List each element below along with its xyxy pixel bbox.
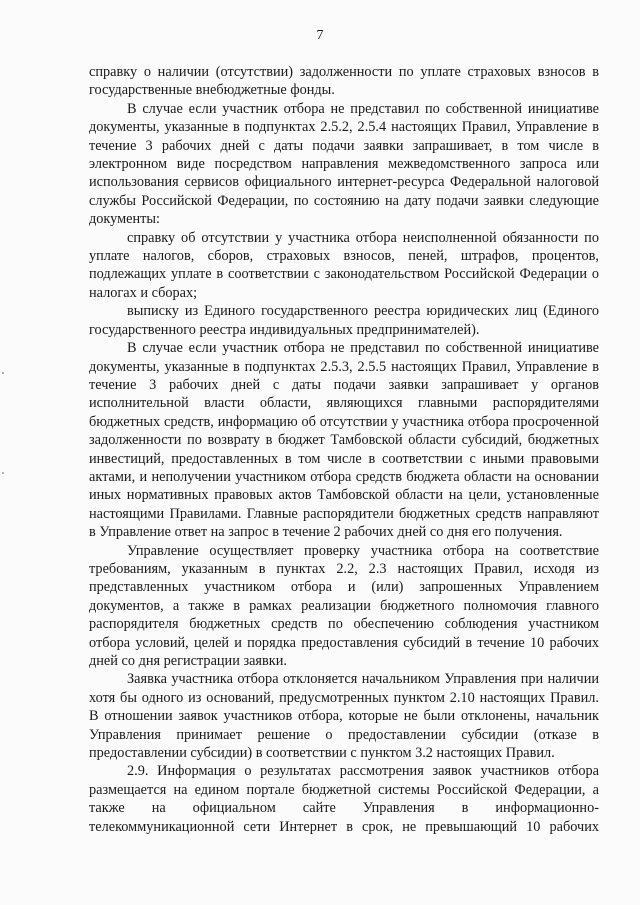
paragraph-registry-extract: выписку из Единого государственного реестра юридических лиц (Единого государственного реестра индивидуальных предпринимателей). [89, 303, 599, 338]
scan-speck [2, 372, 4, 374]
paragraph-management-request-2-5-2: В случае если участник отбора не представил по собственной инициативе документы, указанные в подпунктах 2.5.2, 2.5.4 настоящих Правил, Управление в течение 3 рабочих дней с даты подачи заявки запрашивает, в том числе в электронном виде посредством направления межведомственного запроса или использования сервисов официального интернет-ресурса Федеральной налоговой службы Российской Федерации, по состоянию на дату подачи заявки следующие документы: [89, 100, 599, 228]
document-body [89, 63, 599, 836]
page-number: 7 [316, 28, 324, 43]
paragraph-application-rejection: Заявка участника отбора отклоняется начальником Управления при наличии хотя бы одного из оснований, предусмотренных пунктом 2.10 настоящих Правил. В отношении заявок участников отбора, которые не были отклонены, начальник Управления принимает решение о предоставлении субсидии (отказе в предоставлении субсидии) в соответствии с пунктом 3.2 настоящих Правил. [89, 671, 599, 762]
paragraph-2-9-results-publication: 2.9. Информация о результатах рассмотрения заявок участников отбора размещается на едином портале бюджетной системы Российской Федерации, а также на официальном сайте Управления в информационно-телекоммуникационной сети Интернет в срок, не превышающий 10 рабочих [89, 763, 599, 835]
paragraph-management-request-2-5-3: В случае если участник отбора не представил по собственной инициативе документы, указанные в подпунктах 2.5.3, 2.5.5 настоящих Правил, Управление в течение 3 рабочих дней с даты подачи заявки запрашивает у органов исполнительной власти области, являющихся главными распорядителями бюджетных средств, информацию об отсутствии у участника отбора просроченной задолженности по возврату в бюджет Тамбовской области субсидий, бюджетных инвестиций, предоставленных в том числе в соответствии с иными правовыми актами, и неполучении участником отбора средств бюджета области на основании иных нормативных правовых актов Тамбовской области на цели, установленные настоящими Правилами. Главные распорядители бюджетных средств направляют в Управление ответ на запрос в течение 2 рабочих дней со дня его получения. [89, 340, 599, 541]
paragraph-participant-check: Управление осуществляет проверку участника отбора на соответствие требованиям, указанным в пунктах 2.2, 2.3 настоящих Правил, исходя из представленных участником отбора и (или) запрошенных Управлением документов, а также в рамках реализации бюджетного полномочия главного распорядителя бюджетных средств по обеспечению соблюдения участником отбора условий, целей и порядка предоставления субсидий в течение 10 рабочих дней со дня регистрации заявки. [89, 542, 599, 669]
paragraph-no-tax-debt-certificate: справку об отсутствии у участника отбора неисполненной обязанности по уплате налогов, сборов, страховых взносов, пеней, штрафов, процентов, подлежащих уплате в соответствии с законодательством Российской Федерации о налогах и сборах; [89, 229, 599, 301]
paragraph-tax-contributions-certificate: справку о наличии (отсутствии) задолженности по уплате страховых взносов в государственные внебюджетные фонды. [89, 64, 599, 99]
scan-speck [2, 472, 4, 474]
